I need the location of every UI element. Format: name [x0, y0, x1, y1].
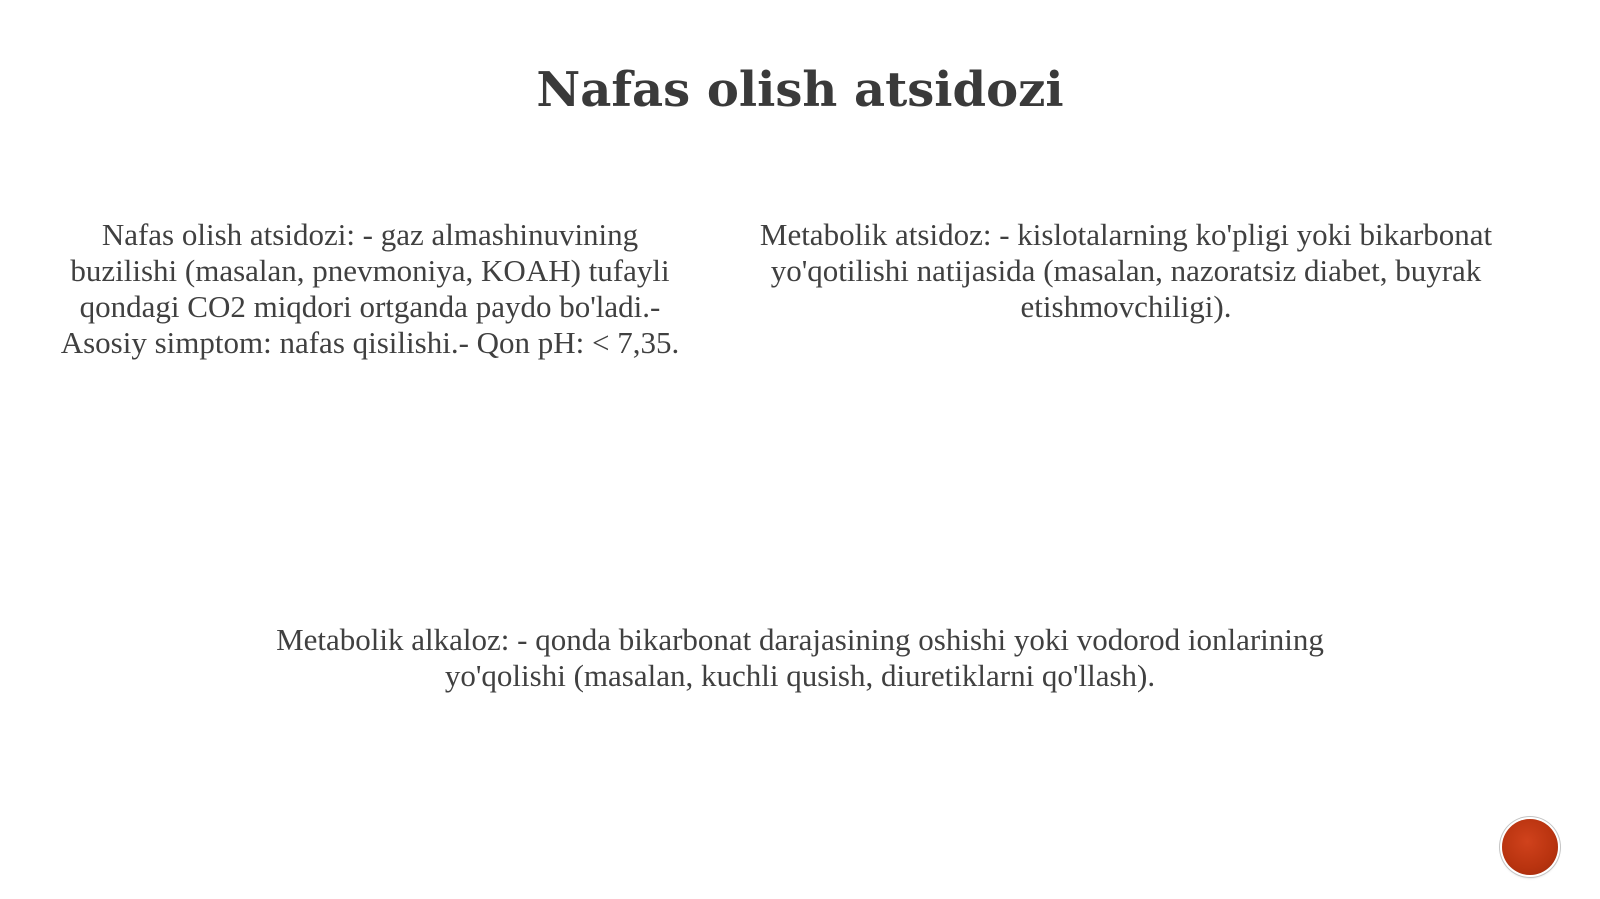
text-block-metabolic-alkalosis: Metabolik alkaloz: - qonda bikarbonat darajasining oshishi yoki vodorod ionlarining yo'qolishi (masalan, kuchli qusish, diuretiklarni qo'llash).	[276, 622, 1324, 693]
slide-title: Nafas olish atsidozi	[536, 62, 1064, 118]
text-block-metabolic-acidosis: Metabolik atsidoz: - kislotalarning ko'pligi yoki bikarbonat yo'qotilishi natijasida (masalan, nazoratsiz diabet, buyrak etishmovchiligi).	[759, 217, 1493, 324]
text-block-respiratory-acidosis: Nafas olish atsidozi: - gaz almashinuvining buzilishi (masalan, pnevmoniya, KOAH) tufayli qondagi CO2 miqdori ortganda paydo bo'ladi.- Asosiy simptom: nafas qisilishi.- Qon pH: < 7,35.	[60, 217, 680, 360]
circle-nav-button-icon[interactable]	[1502, 819, 1558, 875]
